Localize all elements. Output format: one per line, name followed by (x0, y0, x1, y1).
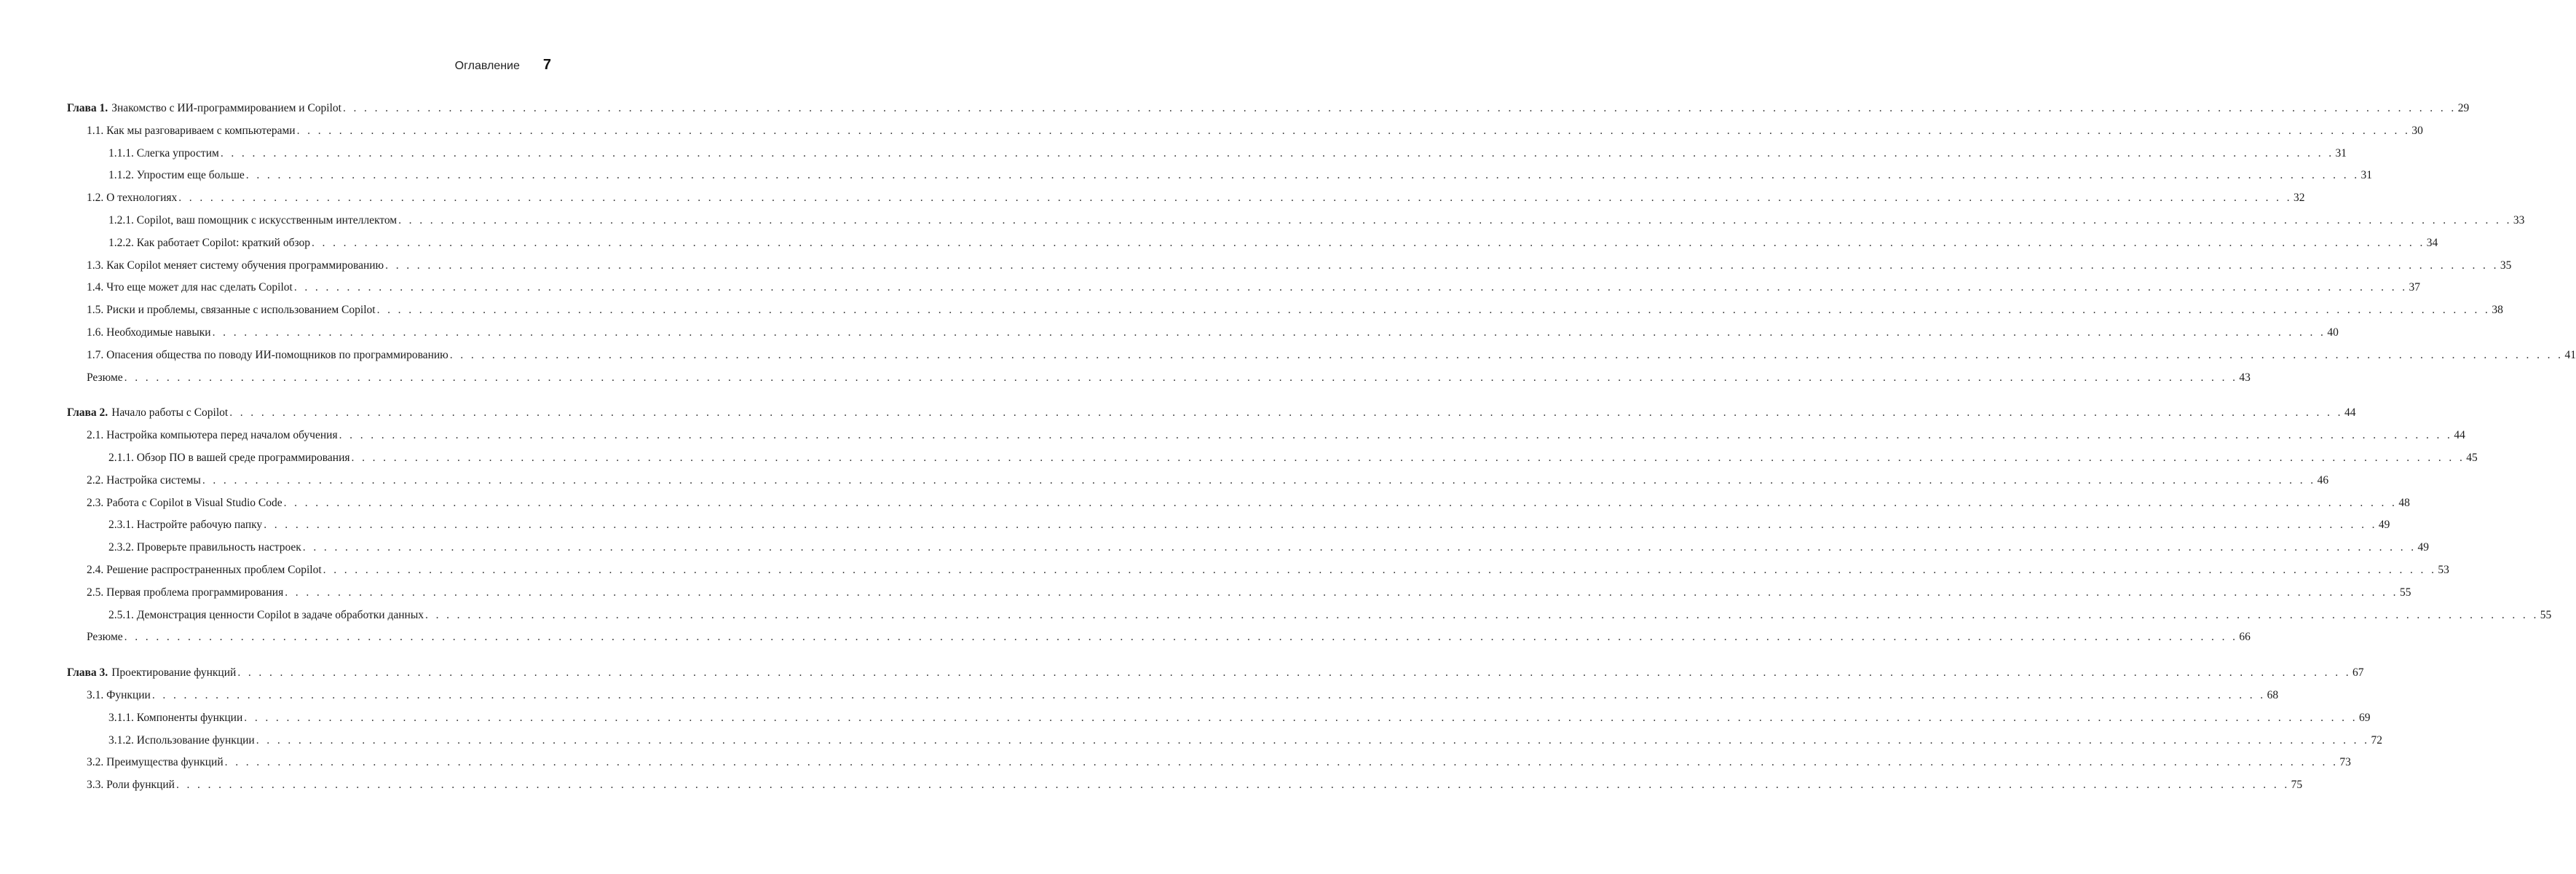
toc-entry-title: 1.2. О технологиях (87, 192, 178, 205)
toc-entry-page-number: 43 (2239, 371, 2251, 384)
toc-entry-page-number: 34 (2426, 236, 2438, 249)
toc-entry-title: 1.3. Как Copilot меняет систему обучения программированию (87, 259, 384, 272)
toc-entry-page-number: 31 (2335, 146, 2347, 160)
toc-entry[interactable] (67, 774, 2303, 797)
toc-entry-title: Резюме (87, 631, 123, 644)
toc-entry-title: 1.6. Необходимые навыки (87, 326, 211, 339)
dot-leader: . . . . . . . . . . . . . . . . . . . . . . . . . . . . . . . . . . . . . . . . . . . . . . . . . . . . . . . . . . . . . . . . . . . . . . . . . . . . . . . . . . . . . . . . . . . . . . . . . . . . . . . . . . . . . . . . . . . . . . . . . . . . . . . . . . . . . . . . . . . . . . . . . . . . . . . . . . . . . . . . . . . . . . . . . . . . . . . . . . . . . . . . . . . . . . . . . . . . . . . . (302, 541, 2417, 554)
toc-entry[interactable] (67, 537, 2430, 559)
toc-entry-title: 1.7. Опасения общества по поводу ИИ-помощников по программированию (87, 348, 449, 361)
toc-entry-title: 1.1.1. Слегка упростим (108, 146, 219, 160)
toc-entry[interactable] (67, 470, 2329, 492)
dot-leader: . . . . . . . . . . . . . . . . . . . . . . . . . . . . . . . . . . . . . . . . . . . . . . . . . . . . . . . . . . . . . . . . . . . . . . . . . . . . . . . . . . . . . . . . . . . . . . . . . . . . . . . . . . . . . . . . . . . . . . . . . . . . . . . . . . . . . . . . . . . . . . . . . . . . . . . . . . . . . . . . . . . . . . . . . . . . . . . . . . . . . . . . . . . . . . . . . . . . . . . . (212, 326, 2326, 339)
toc-entry-page-number: 68 (2267, 688, 2279, 701)
dot-leader: . . . . . . . . . . . . . . . . . . . . . . . . . . . . . . . . . . . . . . . . . . . . . . . . . . . . . . . . . . . . . . . . . . . . . . . . . . . . . . . . . . . . . . . . . . . . . . . . . . . . . . . . . . . . . . . . . . . . . . . . . . . . . . . . . . . . . . . . . . . . . . . . . . . . . . . . . . . . . . . . . . . . . . . . . . . . . . . . . . . . . . . . . . . . . . . . . . . . . . . . (224, 756, 2339, 769)
toc-entry-title: 2.4. Решение распространенных проблем Copilot (87, 563, 322, 576)
toc-entry[interactable] (67, 685, 2279, 707)
toc-entry-page-number: 53 (2438, 563, 2449, 576)
chapter-section (67, 662, 2382, 797)
dot-leader: . . . . . . . . . . . . . . . . . . . . . . . . . . . . . . . . . . . . . . . . . . . . . . . . . . . . . . . . . . . . . . . . . . . . . . . . . . . . . . . . . . . . . . . . . . . . . . . . . . . . . . . . . . . . . . . . . . . . . . . . . . . . . . . . . . . . . . . . . . . . . . . . . . . . . . . . . . . . . . . . . . . . . . . . . . . . . . . . . . . . . . . . . . . . . . . . . . . . . . . . (151, 688, 2266, 701)
running-title: Оглавление (454, 60, 520, 72)
table-of-contents (67, 98, 2576, 810)
page-number: 7 (542, 57, 551, 73)
dot-leader: . . . . . . . . . . . . . . . . . . . . . . . . . . . . . . . . . . . . . . . . . . . . . . . . . . . . . . . . . . . . . . . . . . . . . . . . . . . . . . . . . . . . . . . . . . . . . . . . . . . . . . . . . . . . . . . . . . . . . . . . . . . . . . . . . . . . . . . . . . . . . . . . . . . . . . . . . . . . . . . . . . . . . . . . . . . . . . . . . . . . . . . . . . . . . . . . . . . . . . . . (244, 711, 2358, 724)
toc-entry-page-number: 75 (2291, 779, 2303, 792)
toc-entry-page-number: 40 (2327, 326, 2339, 339)
chapter-label: Глава 2. (67, 406, 108, 420)
toc-entry-title: 1.2.1. Copilot, ваш помощник с искусственным интеллектом (108, 213, 398, 227)
dot-leader: . . . . . . . . . . . . . . . . . . . . . . . . . . . . . . . . . . . . . . . . . . . . . . . . . . . . . . . . . . . . . . . . . . . . . . . . . . . . . . . . . . . . . . . . . . . . . . . . . . . . . . . . . . . . . . . . . . . . . . . . . . . . . . . . . . . . . . . . . . . . . . . . . . . . . . . . . . . . . . . . . . . . . . . . . . . . . . . . . . . . . . . . . . . . . . . . . . . . . . . . (124, 631, 2238, 644)
toc-entry[interactable] (67, 345, 2576, 367)
dot-leader: . . . . . . . . . . . . . . . . . . . . . . . . . . . . . . . . . . . . . . . . . . . . . . . . . . . . . . . . . . . . . . . . . . . . . . . . . . . . . . . . . . . . . . . . . . . . . . . . . . . . . . . . . . . . . . . . . . . . . . . . . . . . . . . . . . . . . . . . . . . . . . . . . . . . . . . . . . . . . . . . . . . . . . . . . . . . . . . . . . . . . . . . . . . . . . . . . . . . . . . . (220, 146, 2334, 160)
toc-entry-title: 2.1. Настройка компьютера перед началом обучения (87, 429, 338, 442)
dot-leader: . . . . . . . . . . . . . . . . . . . . . . . . . . . . . . . . . . . . . . . . . . . . . . . . . . . . . . . . . . . . . . . . . . . . . . . . . . . . . . . . . . . . . . . . . . . . . . . . . . . . . . . . . . . . . . . . . . . . . . . . . . . . . . . . . . . . . . . . . . . . . . . . . . . . . . . . . . . . . . . . . . . . . . . . . . . . . . . . . . . . . . . . . . . . . . . . . . . . . . . . (293, 281, 2408, 294)
toc-entry[interactable] (67, 605, 2552, 627)
toc-entry[interactable] (67, 120, 2423, 143)
toc-entry-title: 2.3. Работа с Copilot в Visual Studio Code (87, 496, 283, 509)
toc-entry-title: 1.5. Риски и проблемы, связанные с использованием Copilot (87, 304, 376, 317)
dot-leader: . . . . . . . . . . . . . . . . . . . . . . . . . . . . . . . . . . . . . . . . . . . . . . . . . . . . . . . . . . . . . . . . . . . . . . . . . . . . . . . . . . . . . . . . . . . . . . . . . . . . . . . . . . . . . . . . . . . . . . . . . . . . . . . . . . . . . . . . . . . . . . . . . . . . . . . . . . . . . . . . . . . . . . . . . . . . . . . . . . . . . . . . . . . . . . . . . . . . . . . . (124, 371, 2238, 384)
toc-entry-page-number: 35 (2500, 259, 2512, 272)
dot-leader: . . . . . . . . . . . . . . . . . . . . . . . . . . . . . . . . . . . . . . . . . . . . . . . . . . . . . . . . . . . . . . . . . . . . . . . . . . . . . . . . . . . . . . . . . . . . . . . . . . . . . . . . . . . . . . . . . . . . . . . . . . . . . . . . . . . . . . . . . . . . . . . . . . . . . . . . . . . . . . . . . . . . . . . . . . . . . . . . . . . . . . . . . . . . . . . . . . . . . . . . (283, 496, 2398, 509)
toc-entry[interactable] (67, 559, 2449, 582)
chapter-heading[interactable] (67, 662, 2364, 685)
toc-entry-title: 1.1. Как мы разговариваем с компьютерами (87, 124, 296, 137)
toc-entry-title: 1.2.2. Как работает Copilot: краткий обзор (108, 236, 310, 249)
toc-entry[interactable] (67, 582, 2411, 605)
running-header (455, 57, 551, 74)
toc-entry[interactable] (67, 514, 2390, 537)
chapter-title-text: Знакомство с ИИ-программированием и Copilot (111, 102, 341, 114)
toc-entry-title: 3.2. Преимущества функций (87, 756, 224, 769)
toc-entry-title: Резюме (87, 371, 123, 384)
dot-leader: . . . . . . . . . . . . . . . . . . . . . . . . . . . . . . . . . . . . . . . . . . . . . . . . . . . . . . . . . . . . . . . . . . . . . . . . . . . . . . . . . . . . . . . . . . . . . . . . . . . . . . . . . . . . . . . . . . . . . . . . . . . . . . . . . . . . . . . . . . . . . . . . . . . . . . . . . . . . . . . . . . . . . . . . . . . . . . . . . . . . . . . . . . . . . . . . . . . . . . . . (175, 779, 2290, 792)
toc-entry[interactable] (67, 165, 2373, 187)
toc-entry-page-number: 49 (2378, 519, 2390, 532)
toc-entry[interactable] (67, 447, 2478, 470)
toc-entry-page-number: 46 (2317, 473, 2329, 487)
toc-entry-title: 2.2. Настройка системы (87, 473, 201, 487)
dot-leader: . . . . . . . . . . . . . . . . . . . . . . . . . . . . . . . . . . . . . . . . . . . . . . . . . . . . . . . . . . . . . . . . . . . . . . . . . . . . . . . . . . . . . . . . . . . . . . . . . . . . . . . . . . . . . . . . . . . . . . . . . . . . . . . . . . . . . . . . . . . . . . . . . . . . . . . . . . . . . . . . . . . . . . . . . . . . . . . . . . . . . . . . . . . . . . . . . . . . . . . . (312, 236, 2425, 249)
toc-entry-title: 2.5.1. Демонстрация ценности Copilot в задаче обработки данных (108, 608, 424, 621)
chapter-page-number: 67 (2352, 666, 2364, 680)
toc-entry-page-number: 45 (2466, 451, 2478, 464)
toc-entry-page-number: 41 (2564, 348, 2576, 361)
toc-entry-title: 1.4. Что еще может для нас сделать Copilot (87, 281, 293, 294)
dot-leader: . . . . . . . . . . . . . . . . . . . . . . . . . . . . . . . . . . . . . . . . . . . . . . . . . . . . . . . . . . . . . . . . . . . . . . . . . . . . . . . . . . . . . . . . . . . . . . . . . . . . . . . . . . . . . . . . . . . . . . . . . . . . . . . . . . . . . . . . . . . . . . . . . . . . . . . . . . . . . . . . . . . . . . . . . . . . . . . . . . . . . . . . . . . . . . . . . . . . . . . . (425, 608, 2539, 621)
toc-entry[interactable] (67, 232, 2438, 255)
toc-entry-page-number: 73 (2339, 756, 2351, 769)
toc-entry-page-number: 38 (2492, 304, 2503, 317)
toc-entry-page-number: 33 (2513, 213, 2525, 227)
dot-leader: . . . . . . . . . . . . . . . . . . . . . . . . . . . . . . . . . . . . . . . . . . . . . . . . . . . . . . . . . . . . . . . . . . . . . . . . . . . . . . . . . . . . . . . . . . . . . . . . . . . . . . . . . . . . . . . . . . . . . . . . . . . . . . . . . . . . . . . . . . . . . . . . . . . . . . . . . . . . . . . . . . . . . . . . . . . . . . . . . . . . . . . . . . . . . . . . . . . . . . . . (323, 563, 2437, 576)
toc-entry[interactable] (67, 626, 2251, 649)
chapter-heading[interactable] (67, 402, 2356, 425)
dot-leader: . . . . . . . . . . . . . . . . . . . . . . . . . . . . . . . . . . . . . . . . . . . . . . . . . . . . . . . . . . . . . . . . . . . . . . . . . . . . . . . . . . . . . . . . . . . . . . . . . . . . . . . . . . . . . . . . . . . . . . . . . . . . . . . . . . . . . . . . . . . . . . . . . . . . . . . . . . . . . . . . . . . . . . . . . . . . . . . . . . . . . . . . . . . . . . . . . . . . . . . . (202, 473, 2316, 487)
toc-entry-title: 2.3.1. Настройте рабочую папку (108, 519, 263, 532)
chapter-section (67, 402, 2552, 649)
toc-entry-title: 3.1. Функции (87, 688, 151, 701)
chapter-label: Глава 3. (67, 666, 108, 680)
dot-leader: . . . . . . . . . . . . . . . . . . . . . . . . . . . . . . . . . . . . . . . . . . . . . . . . . . . . . . . . . . . . . . . . . . . . . . . . . . . . . . . . . . . . . . . . . . . . . . . . . . . . . . . . . . . . . . . . . . . . . . . . . . . . . . . . . . . . . . . . . . . . . . . . . . . . . . . . . . . . . . . . . . . . . . . . . . . . . . . . . . . . . . . . . . . . . . . . . . . . . . . . (256, 733, 2370, 747)
dot-leader: . . . . . . . . . . . . . . . . . . . . . . . . . . . . . . . . . . . . . . . . . . . . . . . . . . . . . . . . . . . . . . . . . . . . . . . . . . . . . . . . . . . . . . . . . . . . . . . . . . . . . . . . . . . . . . . . . . . . . . . . . . . . . . . . . . . . . . . . . . . . . . . . . . . . . . . . . . . . . . . . . . . . . . . . . . . . . . . . . . . . . . . . . . . . . . . . . . . . . . . . (398, 213, 2512, 227)
dot-leader: . . . . . . . . . . . . . . . . . . . . . . . . . . . . . . . . . . . . . . . . . . . . . . . . . . . . . . . . . . . . . . . . . . . . . . . . . . . . . . . . . . . . . . . . . . . . . . . . . . . . . . . . . . . . . . . . . . . . . . . . . . . . . . . . . . . . . . . . . . . . . . . . . . . . . . . . . . . . . . . . . . . . . . . . . . . . . . . . . . . . . . . . . . . . . . . . . . . . . . . . (339, 429, 2453, 442)
toc-entry-page-number: 66 (2239, 631, 2251, 644)
dot-leader: . . . . . . . . . . . . . . . . . . . . . . . . . . . . . . . . . . . . . . . . . . . . . . . . . . . . . . . . . . . . . . . . . . . . . . . . . . . . . . . . . . . . . . . . . . . . . . . . . . . . . . . . . . . . . . . . . . . . . . . . . . . . . . . . . . . . . . . . . . . . . . . . . . . . . . . . . . . . . . . . . . . . . . . . . . . . . . . . . . . . . . . . . . . . . . . . . . . . . . . . (264, 519, 2377, 532)
toc-entry[interactable] (67, 707, 2371, 730)
chapter-section (67, 98, 2576, 389)
toc-entry-page-number: 49 (2417, 541, 2430, 554)
toc-entry-title: 3.1.2. Использование функции (108, 733, 255, 747)
dot-leader: . . . . . . . . . . . . . . . . . . . . . . . . . . . . . . . . . . . . . . . . . . . . . . . . . . . . . . . . . . . . . . . . . . . . . . . . . . . . . . . . . . . . . . . . . . . . . . . . . . . . . . . . . . . . . . . . . . . . . . . . . . . . . . . . . . . . . . . . . . . . . . . . . . . . . . . . . . . . . . . . . . . . . . . . . . . . . . . . . . . . . . . . . . . . . . . . . . . . . . . . (296, 124, 2411, 137)
toc-entry-title: 2.3.2. Проверьте правильность настроек (108, 541, 301, 554)
toc-entry-title: 1.1.2. Упростим еще больше (108, 169, 245, 182)
toc-entry-page-number: 48 (2398, 496, 2410, 509)
toc-entry[interactable] (67, 277, 2421, 299)
toc-entry[interactable] (67, 210, 2525, 232)
toc-entry-title: 2.5. Первая проблема программирования (87, 586, 284, 599)
toc-entry[interactable] (67, 752, 2351, 774)
toc-entry[interactable] (67, 322, 2339, 345)
chapter-heading[interactable] (67, 98, 2470, 120)
toc-entry[interactable] (67, 492, 2410, 515)
toc-entry[interactable] (67, 730, 2382, 752)
toc-entry[interactable] (67, 425, 2465, 447)
dot-leader: . . . . . . . . . . . . . . . . . . . . . . . . . . . . . . . . . . . . . . . . . . . . . . . . . . . . . . . . . . . . . . . . . . . . . . . . . . . . . . . . . . . . . . . . . . . . . . . . . . . . . . . . . . . . . . . . . . . . . . . . . . . . . . . . . . . . . . . . . . . . . . . . . . . . . . . . . . . . . . . . . . . . . . . . . . . . . . . . . . . . . . . . . . . . . . . . . . . . . . . . (449, 348, 2564, 361)
toc-entry-page-number: 55 (2540, 608, 2552, 621)
chapter-title (67, 98, 341, 120)
dot-leader: . . . . . . . . . . . . . . . . . . . . . . . . . . . . . . . . . . . . . . . . . . . . . . . . . . . . . . . . . . . . . . . . . . . . . . . . . . . . . . . . . . . . . . . . . . . . . . . . . . . . . . . . . . . . . . . . . . . . . . . . . . . . . . . . . . . . . . . . . . . . . . . . . . . . . . . . . . . . . . . . . . . . . . . . . . . . . . . . . . . . . . . . . . . . . . . . . . . . . . . . (178, 192, 2292, 205)
toc-entry[interactable] (67, 143, 2347, 165)
chapter-title-text: Проектирование функций (111, 666, 237, 680)
chapter-page-number: 29 (2457, 102, 2470, 114)
toc-entry-page-number: 69 (2359, 711, 2371, 724)
toc-entry-title: 3.3. Роли функций (87, 779, 175, 792)
toc-entry-page-number: 55 (2399, 586, 2411, 599)
toc-entry-page-number: 72 (2371, 733, 2382, 747)
toc-entry-page-number: 31 (2360, 169, 2373, 182)
toc-entry[interactable] (67, 187, 2305, 210)
toc-entry-page-number: 30 (2411, 124, 2423, 137)
toc-entry-title: 2.1.1. Обзор ПО в вашей среде программирования (108, 451, 350, 464)
dot-leader: . . . . . . . . . . . . . . . . . . . . . . . . . . . . . . . . . . . . . . . . . . . . . . . . . . . . . . . . . . . . . . . . . . . . . . . . . . . . . . . . . . . . . . . . . . . . . . . . . . . . . . . . . . . . . . . . . . . . . . . . . . . . . . . . . . . . . . . . . . . . . . . . . . . . . . . . . . . . . . . . . . . . . . . . . . . . . . . . . . . . . . . . . . . . . . . . . . . . . . . . (351, 451, 2465, 464)
dot-leader: . . . . . . . . . . . . . . . . . . . . . . . . . . . . . . . . . . . . . . . . . . . . . . . . . . . . . . . . . . . . . . . . . . . . . . . . . . . . . . . . . . . . . . . . . . . . . . . . . . . . . . . . . . . . . . . . . . . . . . . . . . . . . . . . . . . . . . . . . . . . . . . . . . . . . . . . . . . . . . . . . . . . . . . . . . . . . . . . . . . . . . . . . . . . . . . . . . . . . . . . (385, 259, 2499, 272)
dot-leader: . . . . . . . . . . . . . . . . . . . . . . . . . . . . . . . . . . . . . . . . . . . . . . . . . . . . . . . . . . . . . . . . . . . . . . . . . . . . . . . . . . . . . . . . . . . . . . . . . . . . . . . . . . . . . . . . . . . . . . . . . . . . . . . . . . . . . . . . . . . . . . . . . . . . . . . . . . . . . . . . . . . . . . . . . . . . . . . . . . . . . . . . . . . . . . . . . . . . . . . . (285, 586, 2398, 599)
toc-entry-page-number: 32 (2293, 192, 2305, 205)
chapter-title (67, 662, 236, 685)
chapter-title (67, 402, 228, 425)
toc-entry-page-number: 37 (2409, 281, 2421, 294)
toc-entry[interactable] (67, 299, 2503, 322)
toc-entry-page-number: 44 (2454, 429, 2465, 442)
dot-leader: . . . . . . . . . . . . . . . . . . . . . . . . . . . . . . . . . . . . . . . . . . . . . . . . . . . . . . . . . . . . . . . . . . . . . . . . . . . . . . . . . . . . . . . . . . . . . . . . . . . . . . . . . . . . . . . . . . . . . . . . . . . . . . . . . . . . . . . . . . . . . . . . . . . . . . . . . . . . . . . . . . . . . . . . . . . . . . . . . . . . . . . . . . . . . . . . . . . . . . . . (229, 406, 2343, 420)
dot-leader: . . . . . . . . . . . . . . . . . . . . . . . . . . . . . . . . . . . . . . . . . . . . . . . . . . . . . . . . . . . . . . . . . . . . . . . . . . . . . . . . . . . . . . . . . . . . . . . . . . . . . . . . . . . . . . . . . . . . . . . . . . . . . . . . . . . . . . . . . . . . . . . . . . . . . . . . . . . . . . . . . . . . . . . . . . . . . . . . . . . . . . . . . . . . . . . . . . . . . . . . (376, 304, 2491, 317)
toc-entry-title: 3.1.1. Компоненты функции (108, 711, 243, 724)
chapter-page-number: 44 (2344, 406, 2356, 420)
dot-leader: . . . . . . . . . . . . . . . . . . . . . . . . . . . . . . . . . . . . . . . . . . . . . . . . . . . . . . . . . . . . . . . . . . . . . . . . . . . . . . . . . . . . . . . . . . . . . . . . . . . . . . . . . . . . . . . . . . . . . . . . . . . . . . . . . . . . . . . . . . . . . . . . . . . . . . . . . . . . . . . . . . . . . . . . . . . . . . . . . . . . . . . . . . . . . . . . . . . . . . . . (342, 102, 2457, 114)
dot-leader: . . . . . . . . . . . . . . . . . . . . . . . . . . . . . . . . . . . . . . . . . . . . . . . . . . . . . . . . . . . . . . . . . . . . . . . . . . . . . . . . . . . . . . . . . . . . . . . . . . . . . . . . . . . . . . . . . . . . . . . . . . . . . . . . . . . . . . . . . . . . . . . . . . . . . . . . . . . . . . . . . . . . . . . . . . . . . . . . . . . . . . . . . . . . . . . . . . . . . . . . (245, 169, 2360, 182)
toc-entry[interactable] (67, 255, 2512, 277)
dot-leader: . . . . . . . . . . . . . . . . . . . . . . . . . . . . . . . . . . . . . . . . . . . . . . . . . . . . . . . . . . . . . . . . . . . . . . . . . . . . . . . . . . . . . . . . . . . . . . . . . . . . . . . . . . . . . . . . . . . . . . . . . . . . . . . . . . . . . . . . . . . . . . . . . . . . . . . . . . . . . . . . . . . . . . . . . . . . . . . . . . . . . . . . . . . . . . . . . . . . . . . . (237, 666, 2352, 680)
chapter-label: Глава 1. (67, 102, 108, 114)
toc-entry[interactable] (67, 367, 2251, 390)
chapter-title-text: Начало работы с Copilot (111, 406, 229, 420)
